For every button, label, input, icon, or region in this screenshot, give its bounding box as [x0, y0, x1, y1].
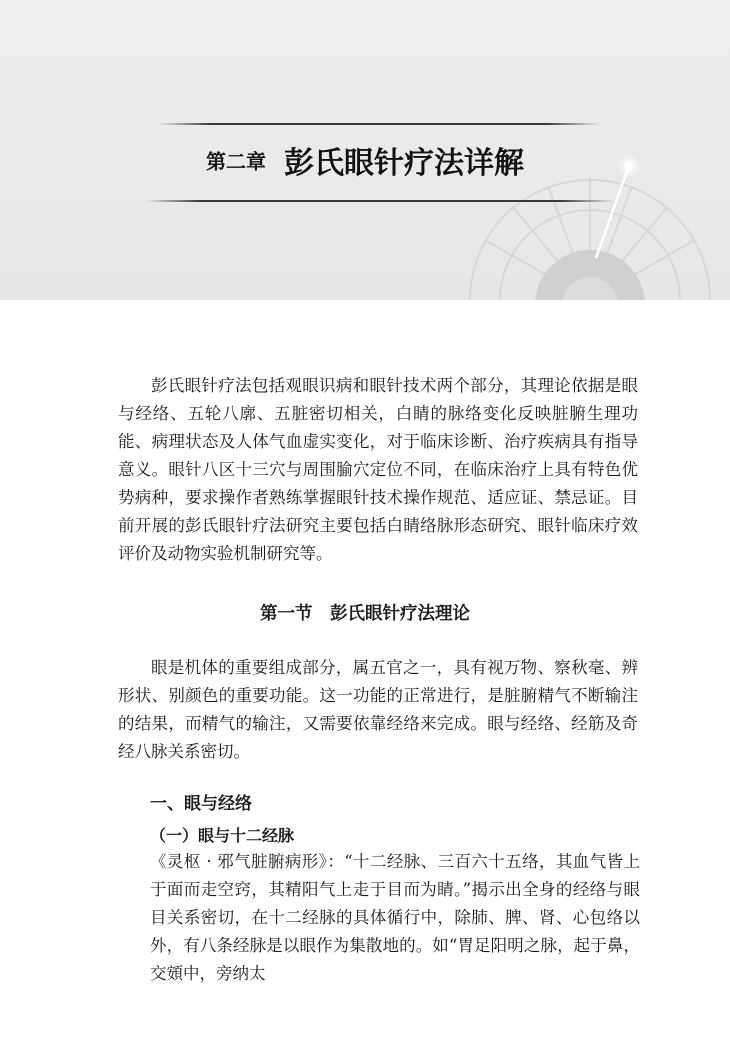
chapter-name: 彭氏眼针疗法详解	[284, 146, 524, 181]
quote-paragraph: 《灵枢 · 邪气脏腑病形》：“十二经脉、三百六十五络，其血气皆上于面而走空窍，其精阳气上走于目而为睛。”揭示出全身的经络与眼目关系密切，在十二经脉的具体循行中，除肺、脾、肾、心包络以外，有八条经脉是以眼作为集散地的。如“胃足阳明之脉，起于鼻，交頞中，旁纳太	[150, 852, 640, 983]
section-paragraph: 眼是机体的重要组成部分，属五官之一，具有视万物、察秋毫、辨形状、别颜色的重要功能。这一功能的正常进行，是脏腑精气不断输注的结果，而精气的输注，又需要依靠经络来完成。眼与经络、经筋及奇经八脉关系密切。	[118, 658, 638, 761]
chapter-header-band	[0, 0, 730, 300]
chapter-label: 第二章	[206, 149, 266, 174]
chapter-title	[0, 138, 730, 182]
intro-paragraph: 彭氏眼针疗法包括观眼识病和眼针技术两个部分，其理论依据是眼与经络、五轮八廓、五脏密切相关，白睛的脉络变化反映脏腑生理功能、病理状态及人体气血虚实变化，对于临床诊断、治疗疾病具有指导意义。眼针八区十三穴与周围腧穴定位不同，在临床治疗上具有特色优势病种，要求操作者熟练掌握眼针技术操作规范、适应证、禁忌证。目前开展的彭氏眼针疗法研究主要包括白睛络脉形态研究、眼针临床疗效评价及动物实验机制研究等。	[118, 376, 638, 563]
section-title: 第一节 彭氏眼针疗法理论	[260, 604, 470, 624]
header-rule-top	[158, 123, 600, 125]
heading-level-2: （一）眼与十二经脉	[150, 826, 295, 845]
heading-level-1: 一、眼与经络	[150, 794, 252, 814]
header-rule-bottom	[145, 200, 615, 202]
